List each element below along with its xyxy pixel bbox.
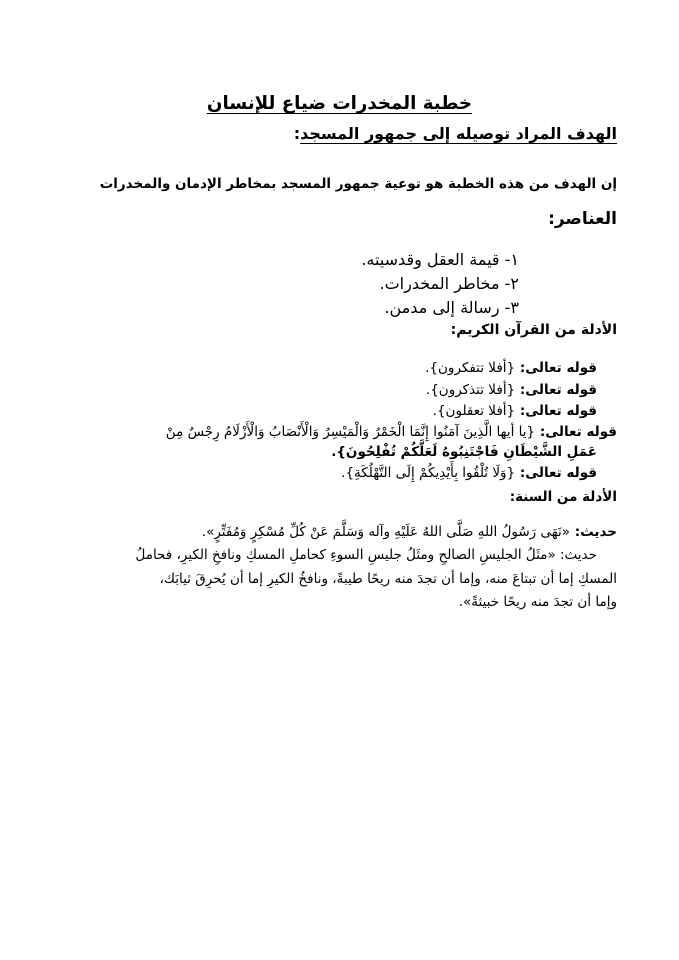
hadith-label: حديث: [555, 547, 597, 563]
quran-verse-line [426, 382, 597, 398]
goal-heading [294, 124, 617, 143]
hadith-line: وإما أن تجدَ منه ريحًا خبيثةً». [458, 594, 617, 610]
element-item: ١- قيمة العقل وقدسيته. [361, 250, 519, 269]
verse-intro: قوله تعالى: [515, 382, 597, 398]
quran-verse-continuation: عَمَلِ الشَّيْطَانِ فَاجْتَنِبُوهُ لَعَلَّكُمْ تُفْلِحُونَ}. [331, 444, 597, 460]
quran-verse-line [166, 424, 617, 440]
element-item: ٢- مخاطر المخدرات. [379, 274, 519, 293]
element-item: ٣- رسالة إلى مدمن. [384, 298, 519, 317]
verse-text: {أفلا تتذكرون}. [425, 382, 516, 398]
hadith-label: حديث: [570, 524, 617, 540]
verse-text: {أفلا تعقلون}. [432, 403, 516, 419]
verse-intro: قوله تعالى: [515, 360, 597, 376]
quran-verse-line [425, 360, 597, 376]
verse-text: {يا أيها الَّذِينَ آمَنُوا إِنَّمَا الْخَمْرُ وَالْمَيْسِرُ وَالْأَنْصَابُ وَالْأَزْلَامُ رِجْسٌ مِنْ [165, 424, 536, 440]
verse-intro: قوله تعالى: [515, 403, 597, 419]
quran-verse-line [433, 403, 597, 419]
verse-text: {وَلَا تُلْقُوا بِأَيْدِيكُمْ إِلَى التَّهْلُكَةِ}. [341, 465, 516, 481]
document-title: خطبة المخدرات ضياع للإنسان [206, 93, 473, 114]
goal-text: إن الهدف من هذه الخطبة هو توعية جمهور المسجد بمخاطر الإدمان والمخدرات [99, 176, 617, 192]
hadith-line [135, 547, 597, 563]
hadith-text: «مثَلُ الجليسِ الصالحِ ومثَلُ جليسِ السوءِ كحاملِ المسكِ ونافخِ الكيرِ، فحاملُ [135, 547, 556, 563]
goal-label: الهدف المراد توصيله إلى جمهور المسجد [300, 124, 617, 143]
quran-verse-line [341, 465, 597, 481]
verse-intro: قوله تعالى: [515, 465, 597, 481]
hadith-line: المسكِ إما أن تبتاعَ منه، وإما أن تجدَ منه ريحًا طيبةً، ونافخُ الكيرِ إما أن يُحرِقَ ثيابَك، [159, 571, 617, 587]
sunnah-evidence-heading: الأدلة من السنة: [509, 489, 617, 505]
goal-colon: : [293, 124, 301, 143]
verse-intro: قوله تعالى: [535, 424, 617, 440]
verse-text: {أفلا تتفكرون}. [425, 360, 516, 376]
hadith-text: «نَهَى رَسُولُ اللهِ صَلَّى اللهُ عَلَيْهِ وآله وَسَلَّمَ عَنْ كُلِّ مُسْكِرٍ وَمُفَتِّرٍ». [201, 524, 570, 540]
quran-evidence-heading: الأدلة من القرآن الكريم: [450, 322, 617, 338]
elements-heading: العناصر: [548, 209, 617, 229]
hadith-line [202, 524, 617, 540]
